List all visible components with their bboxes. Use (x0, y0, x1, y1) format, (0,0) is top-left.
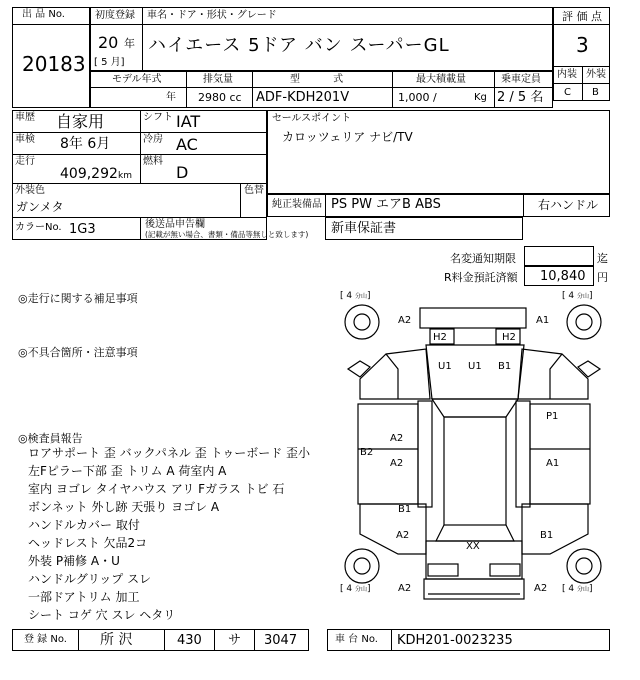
reg-number: 3047 (264, 633, 298, 648)
recycle-unit: 円 (597, 271, 608, 284)
inspector-line: ハンドルカバー 取付 (28, 518, 140, 532)
mark-b1-right: B1 (540, 530, 554, 541)
equipment-label: 純正装備品 (272, 199, 322, 210)
max-load-label: 最大積載量 (416, 74, 466, 85)
roof-shape (444, 417, 506, 525)
mileage-label: 走行 (15, 156, 35, 167)
mark-b1-top: B1 (498, 361, 512, 372)
reg-kana: サ (228, 633, 242, 648)
displacement: 2980 cc (198, 91, 242, 104)
score: 3 (576, 33, 589, 57)
tire-tread-rr: [ 4 分山] (562, 584, 593, 594)
inspector-line: ロアサポート 歪 バックパネル 歪 トゥーボード 歪小 (28, 446, 311, 460)
windshield-shape (432, 399, 518, 417)
capacity-label: 乗車定員 (501, 74, 541, 85)
history: 自家用 (56, 112, 105, 131)
inspector-line: 外装 P補修 A・U (28, 554, 120, 568)
recolor-label: 色替 (244, 185, 264, 196)
rear-fender-shape (522, 504, 588, 554)
rear-bumper-shape (424, 579, 524, 599)
reg-region: 所 沢 (100, 632, 133, 648)
max-load-unit: Kg (474, 92, 487, 103)
aftermarket-label: 後送品申告欄 (145, 219, 205, 230)
tire-tread-rl: [ 4 分山] (340, 584, 371, 594)
fuel: D (176, 163, 189, 182)
interior-label: 内装 (557, 69, 577, 80)
mark-b1-left: B1 (398, 504, 412, 515)
sales-points: カロッツェリア ナビ/TV (282, 130, 413, 144)
lot-no-label: 出 品 No. (22, 9, 65, 20)
warranty: 新車保証書 (331, 221, 397, 236)
max-load: 1,000 / (398, 91, 437, 104)
front-bumper-shape (420, 308, 526, 328)
mark-a1-right: A1 (546, 458, 560, 469)
color-no-label: カラーNo. (15, 222, 62, 233)
recycle-amount: 10,840 (540, 269, 586, 284)
mark-p1: P1 (546, 411, 559, 422)
mark-u1-right: U1 (468, 361, 482, 372)
recycle-label: R料金預託済額 (444, 271, 518, 284)
mark-rear-a2-right: A2 (534, 583, 548, 594)
mark-h2-right: H2 (502, 332, 516, 343)
shift: IAT (176, 112, 201, 131)
mark-rear-a2-left: A2 (398, 583, 412, 594)
name-change-label: 名変通知期限 (450, 252, 516, 265)
name-change-box (524, 246, 594, 266)
mark-front-a2: A2 (398, 315, 412, 326)
handle: 右ハンドル (538, 198, 599, 212)
tire-shape (567, 305, 601, 339)
damage-diagram (338, 289, 610, 627)
reg-year: 20 (98, 33, 119, 52)
defects-title: ◎不具合箇所・注意事項 (18, 346, 138, 359)
reg-month: [ 5 月] (94, 57, 125, 68)
inspection: 8年 6月 (60, 136, 111, 152)
aircon-label: 冷房 (143, 134, 163, 145)
displacement-label: 排気量 (203, 74, 233, 85)
car-info-label: 車名・ドア・形状・グレード (147, 10, 277, 21)
tire-shape (345, 549, 379, 583)
inspector-line: シート コゲ 穴 スレ ヘタリ (28, 608, 176, 622)
tire-tread-fl: [ 4 分山] (340, 291, 371, 301)
hood-shape (426, 345, 524, 399)
mark-front-a1: A1 (536, 315, 550, 326)
tire-tread-fr: [ 4 分山] (562, 291, 593, 301)
inspector-line: 左Fピラー下部 歪 トリム A 荷室内 A (28, 464, 227, 478)
tire-shape (567, 549, 601, 583)
type-value: ADF-KDH201V (256, 90, 350, 105)
exterior-label: 外装 (586, 69, 606, 80)
inspector-line: 一部ドアトリム 加工 (28, 590, 140, 604)
mirror-shape (578, 361, 600, 377)
fuel-label: 燃料 (143, 156, 163, 167)
chassis-label: 車 台 No. (335, 634, 378, 645)
inspector-line: ボンネット 外し跡 天張り ヨゴレ A (28, 500, 220, 514)
interior-grade: C (564, 87, 571, 98)
history-label: 車歴 (15, 112, 35, 123)
aftermarket-note: (記載が無い場合、書類・備品等無しと致します) (145, 230, 309, 239)
fender-shape (518, 349, 588, 399)
inspector-line: ヘッドレスト 欠品2コ (28, 536, 148, 550)
mark-xx: XX (466, 541, 480, 552)
mark-h2-left: H2 (433, 332, 447, 343)
car-name: ハイエース 5ドア バン スーパーGL (148, 35, 450, 56)
type-label: 型 式 (290, 74, 344, 85)
name-change-unit: 迄 (597, 252, 608, 265)
equipment: PS PW エアB ABS (331, 197, 441, 212)
reg-class: 430 (177, 633, 202, 648)
first-reg-label: 初度登録 (95, 10, 135, 21)
chassis-no: KDH201-0023235 (397, 633, 513, 648)
inspection-label: 車検 (15, 134, 35, 145)
side-shape (530, 404, 590, 504)
inspector-line: 室内 ヨゴレ タイヤハウス アリ Fガラス トビ 石 (28, 482, 285, 496)
mark-u1-left: U1 (438, 361, 452, 372)
mark-a2-left-upper: A2 (390, 433, 404, 444)
reg-label: 登 録 No. (24, 634, 67, 645)
mirror-shape (348, 361, 370, 377)
mark-a2-left-lower: A2 (390, 458, 404, 469)
inspector-line: ハンドルグリップ スレ (28, 572, 152, 586)
sales-points-label: セールスポイント (272, 113, 352, 124)
inspector-title: ◎検査員報告 (18, 432, 83, 445)
model-year-label: モデル年式 (112, 74, 162, 85)
capacity: 2 / 5 名 (497, 90, 544, 105)
shift-label: シフト (143, 112, 173, 123)
color-no: 1G3 (69, 222, 96, 237)
mileage: 409,292 (60, 166, 118, 182)
fender-shape (360, 349, 430, 399)
rear-fender-shape (360, 504, 426, 554)
model-year-unit: 年 (166, 92, 176, 103)
score-label: 評 価 点 (562, 10, 602, 23)
mark-a2-left-rear: A2 (396, 530, 410, 541)
driving-title: ◎走行に関する補足事項 (18, 292, 138, 305)
color: ガンメタ (16, 200, 64, 214)
color-label: 外装色 (15, 185, 45, 196)
mileage-unit: km (118, 171, 132, 181)
exterior-grade: B (592, 87, 599, 98)
mark-b2: B2 (360, 447, 374, 458)
lot-no: 20183 (22, 52, 86, 76)
reg-year-unit: 年 (124, 37, 135, 50)
tire-shape (345, 305, 379, 339)
aircon: AC (176, 135, 198, 154)
